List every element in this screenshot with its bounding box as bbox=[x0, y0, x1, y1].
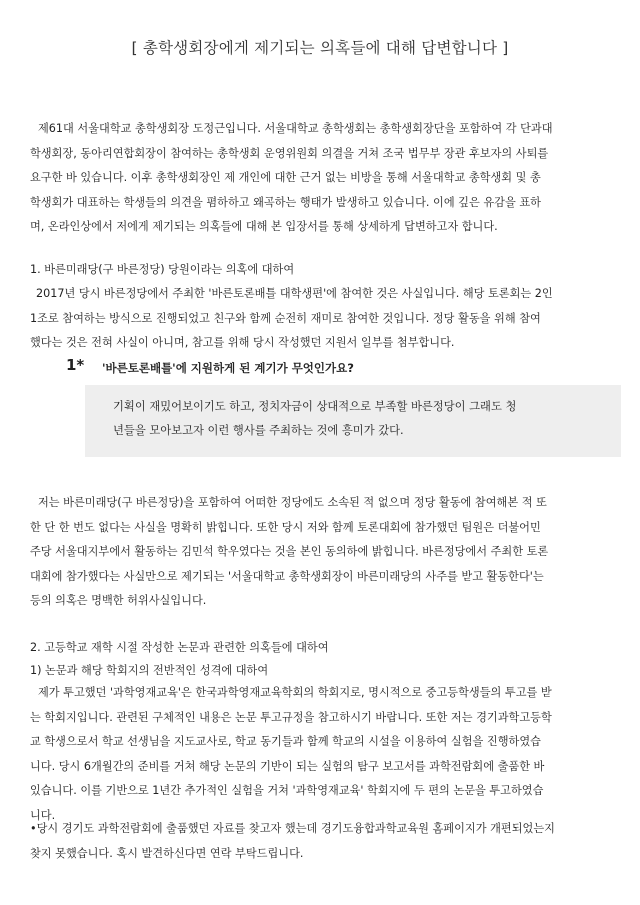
section1-paragraph bbox=[30, 282, 616, 356]
section2-line: 제가 투고했던 '과학영재교육'은 한국과학영재교육학회의 학회지로, 명시적으로 중고등학생들의 투고를 받 bbox=[38, 686, 552, 699]
section2-line: 교 학생으로서 학교 선생님을 지도교사로, 학교 동기들과 함께 학교의 시설을 이용하여 실험을 진행하였습 bbox=[30, 735, 541, 749]
section2-paragraph bbox=[30, 681, 616, 829]
intro-line: 며, 온라인상에서 저에게 제기되는 의혹들에 대해 본 입장서를 통해 상세하게 답변하고자 합니다. bbox=[30, 220, 498, 234]
question-number: 1* bbox=[66, 356, 85, 374]
followup-line: 주당 서울대지부에서 활동하는 김민석 학우였다는 것을 본인 동의하에 밝힙니다. 바른정당에서 주최한 토론 bbox=[30, 545, 549, 559]
intro-line: 학생회장, 동아리연합회장이 참여하는 총학생회 운영위원회 의결을 거쳐 조국 법무부 장관 후보자의 사퇴를 bbox=[30, 146, 549, 160]
section2-line: 는 학회지입니다. 관련된 구체적인 내용은 논문 투고규정을 참고하시기 바랍니다. 또한 저는 경기과학고등학 bbox=[30, 710, 552, 724]
followup-line: 저는 바른미래당(구 바른정당)을 포함하여 어떠한 정당에도 소속된 적 없으며 정당 활동에 참여해본 적 또 bbox=[38, 496, 547, 509]
section1-heading: 1. 바른미래당(구 바른정당) 당원이라는 의혹에 대하여 bbox=[30, 263, 295, 276]
note-line: 찾지 못했습니다. 혹시 발견하신다면 연락 부탁드립니다. bbox=[30, 846, 304, 860]
answer-text bbox=[113, 395, 603, 443]
section1-line: 했다는 것은 전혀 사실이 아니며, 참고를 위해 당시 작성했던 지원서 일부를 첨부합니다. bbox=[30, 336, 455, 350]
followup-line: 한 단 한 번도 없다는 사실을 명확히 밝힙니다. 또한 당시 저와 함께 토론대회에 참가했던 팀원은 더불어민 bbox=[30, 520, 541, 534]
intro-paragraph bbox=[30, 117, 616, 240]
followup-line: 대회에 참가했다는 사실만으로 제기되는 '서울대학교 총학생회장이 바른미래당의 사주를 받고 활동한다'는 bbox=[30, 569, 544, 583]
section1-followup-paragraph bbox=[30, 491, 616, 614]
section2-line: 니다. 당시 6개월간의 준비를 거쳐 해당 논문의 기반이 되는 실험의 탐구 보고서를 과학전람회에 출품한 바 bbox=[30, 759, 545, 773]
section2-heading: 2. 고등학교 재학 시절 작성한 논문과 관련한 의혹들에 대하여 bbox=[30, 641, 329, 654]
section2-note bbox=[30, 817, 616, 866]
section1-line: 1조로 참여하는 방식으로 진행되었고 친구와 함께 순전히 재미로 참여한 것입니다. 정당 활동을 위해 참여 bbox=[30, 311, 541, 325]
section2-subheading: 1) 논문과 해당 학회지의 전반적인 성격에 대하여 bbox=[30, 664, 269, 677]
note-line: •당시 경기도 과학전람회에 출품했던 자료를 찾고자 했는데 경기도융합과학교육원 홈페이지가 개편되었는지 bbox=[30, 822, 555, 835]
document-title: [ 총학생회장에게 제기되는 의혹들에 대해 답변합니다 ] bbox=[131, 39, 509, 57]
section1-line: 2017년 당시 바른정당에서 주최한 '바른토론배틀 대학생편'에 참여한 것은 사실입니다. 해당 토론회는 2인 bbox=[36, 287, 553, 300]
section2-line: 니다. bbox=[30, 808, 56, 822]
question-text: '바른토론배틀'에 지원하게 된 계기가 무엇인가요? bbox=[102, 361, 354, 375]
answer-line: 기획이 재밌어보이기도 하고, 정치자금이 상대적으로 부족할 바른정당이 그래도 청 bbox=[113, 400, 517, 413]
application-excerpt bbox=[56, 350, 621, 460]
answer-box bbox=[85, 385, 621, 457]
section2-line: 있습니다. 이를 기반으로 1년간 추가적인 실험을 거쳐 '과학영재교육' 학회지에 두 편의 논문을 투고하였습 bbox=[30, 784, 544, 798]
answer-line: 년들을 모아보고자 이런 행사를 주최하는 것에 흥미가 갔다. bbox=[113, 424, 404, 437]
intro-line: 학생회가 대표하는 학생들의 의견을 폄하하고 왜곡하는 행태가 발생하고 있습니다. 이에 깊은 유감을 표하 bbox=[30, 195, 541, 209]
intro-line: 요구한 바 있습니다. 이후 총학생회장인 제 개인에 대한 근거 없는 비방을 통해 서울대학교 총학생회 및 총 bbox=[30, 171, 541, 185]
followup-line: 등의 의혹은 명백한 허위사실입니다. bbox=[30, 594, 207, 608]
intro-line: 제61대 서울대학교 총학생회장 도정근입니다. 서울대학교 총학생회는 총학생회장단을 포함하여 각 단과대 bbox=[38, 122, 553, 135]
